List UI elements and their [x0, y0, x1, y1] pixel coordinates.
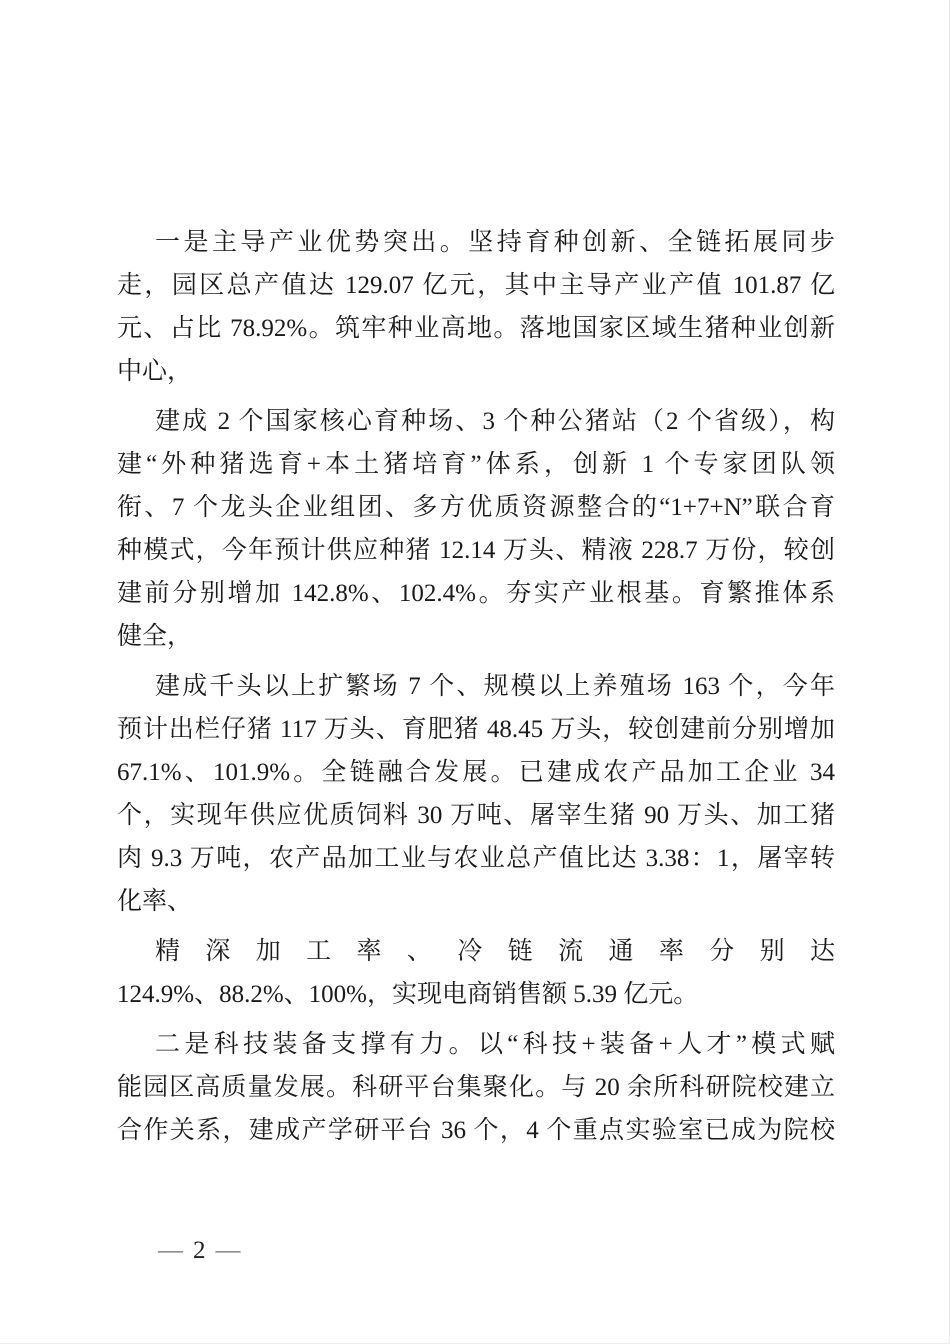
text-line-3: 元、占比 78.92%。筑牢种业高地。落地国家区域生猪种业创新 — [117, 315, 835, 342]
text-line-1: 一是主导产业优势突出。坚持育种创新、全链拓展同步 — [155, 229, 835, 256]
page-number-left-dash: — — [158, 1237, 183, 1264]
text-line-14: 个，实现年供应优质饲料 30 万吨、屠宰生猪 90 万头、加工猪 — [117, 802, 835, 829]
document-body — [117, 221, 835, 1152]
page-number-right-dash: — — [215, 1237, 241, 1264]
text-line-15: 肉 9.3 万吨，农产品加工业与农业总产值比达 3.38：1，屠宰转 — [117, 845, 835, 872]
text-line-19: 二是科技装备支撑有力。以“科技+装备+人才”模式赋 — [155, 1031, 835, 1058]
text-line-12: 预计出栏仔猪 117 万头、育肥猪 48.45 万头，较创建前分别增加 — [117, 716, 835, 743]
text-line-21: 合作关系，建成产学研平台 36 个，4 个重点实验室已成为院校 — [117, 1117, 835, 1144]
text-line-13: 67.1%、101.9%。全链融合发展。已建成农产品加工企业 34 — [117, 759, 835, 786]
text-line-18: 124.9%、88.2%、100%，实现电商销售额 5.39 亿元。 — [117, 981, 699, 1008]
text-line-10: 健全， — [117, 623, 193, 650]
text-line-7: 衔、7 个龙头企业组团、多方优质资源整合的“1+7+N”联合育 — [117, 494, 835, 521]
text-line-6: 建“外种猪选育+本土猪培育”体系，创新 1 个专家团队领 — [117, 451, 835, 478]
text-line-4: 中心， — [117, 358, 193, 385]
page-number — [158, 1237, 241, 1265]
text-line-11: 建成千头以上扩繁场 7 个、规模以上养殖场 163 个，今年 — [155, 673, 835, 700]
text-line-20: 能园区高质量发展。科研平台集聚化。与 20 余所科研院校建立 — [117, 1074, 835, 1101]
text-line-17: 精深加工率、冷链流通率分别达 — [155, 938, 835, 965]
text-line-16: 化率、 — [117, 888, 193, 915]
page-number-value: 2 — [193, 1237, 206, 1264]
text-line-5: 建成 2 个国家核心育种场、3 个种公猪站（2 个省级），构 — [155, 408, 835, 435]
text-line-9: 建前分别增加 142.8%、102.4%。夯实产业根基。育繁推体系 — [117, 580, 835, 607]
text-line-2: 走，园区总产值达 129.07 亿元，其中主导产业产值 101.87 亿 — [117, 272, 835, 299]
text-line-8: 种模式，今年预计供应种猪 12.14 万头、精液 228.7 万份，较创 — [117, 537, 835, 564]
